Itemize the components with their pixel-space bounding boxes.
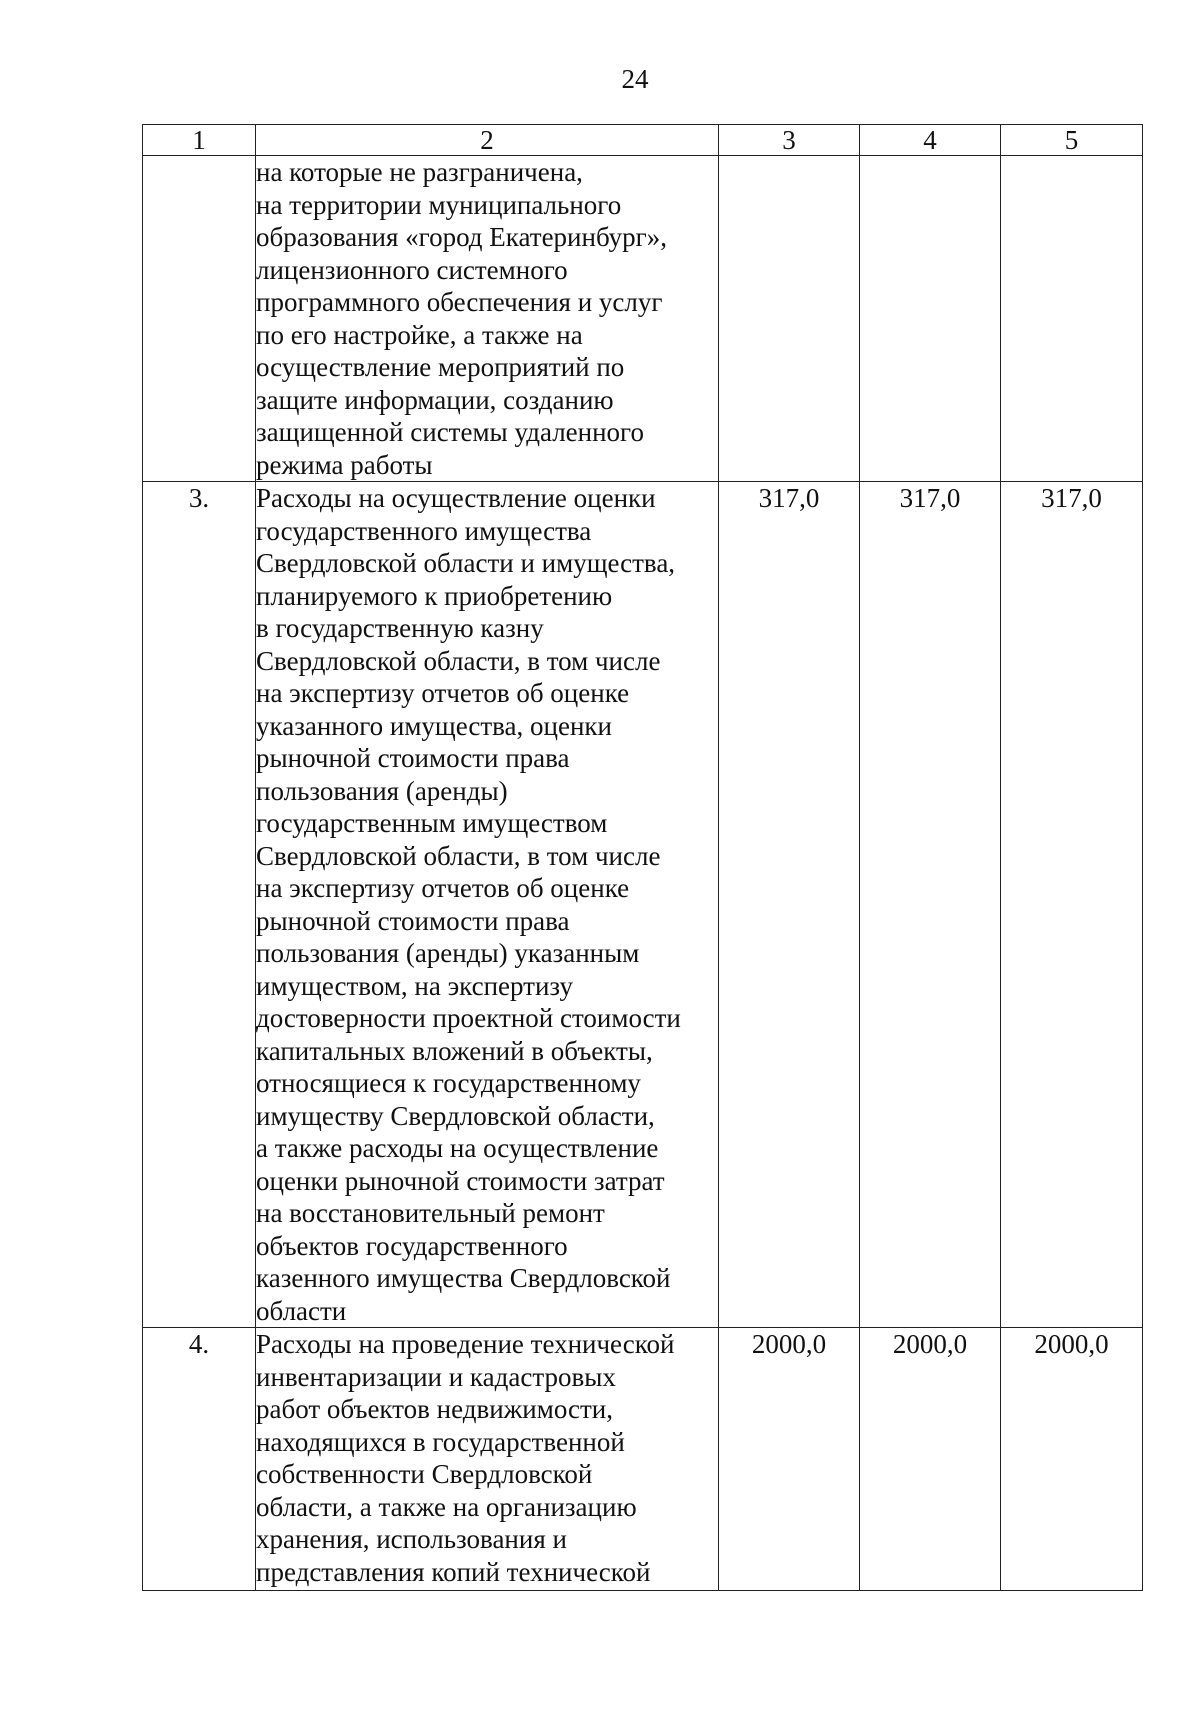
- row-value-col-4: 317,0: [860, 482, 1001, 1328]
- description-line: на восстановительный ремонт: [256, 1198, 605, 1228]
- description-line: Расходы на осуществление оценки: [256, 483, 656, 513]
- description-line: защищенной системы удаленного: [256, 417, 644, 447]
- description-line: на экспертизу отчетов об оценке: [256, 873, 630, 903]
- description-line: рыночной стоимости права: [256, 905, 570, 936]
- row-value-col-5: 2000,0: [1001, 1328, 1143, 1591]
- description-line: казенного имущества Свердловской: [256, 1263, 671, 1293]
- description-line: инвентаризации и кадастровых: [256, 1361, 616, 1392]
- description-line: объектов государственного: [256, 1230, 568, 1261]
- description-line: собственности Свердловской: [256, 1459, 593, 1489]
- description-line: осуществление мероприятий по: [256, 352, 625, 382]
- description-line: относящиеся к государственному: [256, 1068, 641, 1098]
- description-line: образования «город Екатеринбург»,: [256, 222, 667, 252]
- row-value-col-3: [719, 156, 860, 482]
- row-description: [256, 156, 719, 482]
- description-line: представления копий технической: [256, 1556, 651, 1587]
- row-description: [256, 482, 719, 1328]
- description-line: в государственную казну: [256, 613, 544, 643]
- description-line: рыночной стоимости права: [256, 743, 570, 773]
- description-line: государственного имущества: [256, 515, 592, 546]
- description-line: планируемого к приобретению: [256, 580, 613, 611]
- row-description: [256, 1328, 719, 1591]
- row-value-col-4: 2000,0: [860, 1328, 1001, 1591]
- description-line: пользования (аренды): [256, 775, 508, 806]
- description-line: Свердловской области, в том числе: [256, 645, 661, 676]
- header-col-1: 1: [143, 125, 256, 156]
- row-value-col-3: 317,0: [719, 482, 860, 1328]
- description-line: государственным имуществом: [256, 808, 608, 838]
- row-number: 4.: [143, 1328, 256, 1591]
- description-line: оценки рыночной стоимости затрат: [256, 1165, 665, 1196]
- description-line: лицензионного системного: [256, 254, 568, 285]
- description-line: области, а также на организацию: [256, 1491, 637, 1522]
- row-number: 3.: [143, 482, 256, 1328]
- description-line: а также расходы на осуществление: [256, 1133, 659, 1163]
- table-row: [143, 1328, 1143, 1591]
- table-row: [143, 482, 1143, 1328]
- description-line: достоверности проектной стоимости: [256, 1003, 681, 1033]
- description-line: области: [256, 1295, 347, 1326]
- table-row: [143, 156, 1143, 482]
- description-line: на экспертизу отчетов об оценке: [256, 678, 630, 708]
- description-line: имуществу Свердловской области,: [256, 1100, 655, 1131]
- header-col-4: 4: [860, 125, 1001, 156]
- description-line: работ объектов недвижимости,: [256, 1394, 613, 1424]
- header-col-5: 5: [1001, 125, 1143, 156]
- row-value-col-3: 2000,0: [719, 1328, 860, 1591]
- header-col-3: 3: [719, 125, 860, 156]
- description-line: Свердловской области, в том числе: [256, 840, 661, 871]
- budget-table: [142, 124, 1143, 1591]
- row-value-col-5: [1001, 156, 1143, 482]
- description-line: указанного имущества, оценки: [256, 710, 612, 741]
- description-line: защите информации, созданию: [256, 384, 614, 415]
- description-line: по его настройке, а также на: [256, 319, 583, 350]
- description-line: режима работы: [256, 449, 433, 480]
- page-number: 24: [621, 64, 649, 94]
- row-value-col-5: 317,0: [1001, 482, 1143, 1328]
- description-line: капитальных вложений в объекты,: [256, 1035, 653, 1066]
- description-line: хранения, использования и: [256, 1524, 567, 1554]
- row-value-col-4: [860, 156, 1001, 482]
- description-line: пользования (аренды) указанным: [256, 938, 640, 968]
- description-line: Свердловской области и имущества,: [256, 548, 676, 578]
- table-header-row: [143, 125, 1143, 156]
- description-line: на которые не разграничена,: [256, 157, 583, 187]
- description-line: имуществом, на экспертизу: [256, 970, 574, 1001]
- description-line: программного обеспечения и услуг: [256, 287, 663, 317]
- header-col-2: 2: [256, 125, 719, 156]
- row-number: [143, 156, 256, 482]
- description-line: на территории муниципального: [256, 189, 622, 220]
- description-line: Расходы на проведение технической: [256, 1329, 675, 1359]
- description-line: находящихся в государственной: [256, 1426, 625, 1457]
